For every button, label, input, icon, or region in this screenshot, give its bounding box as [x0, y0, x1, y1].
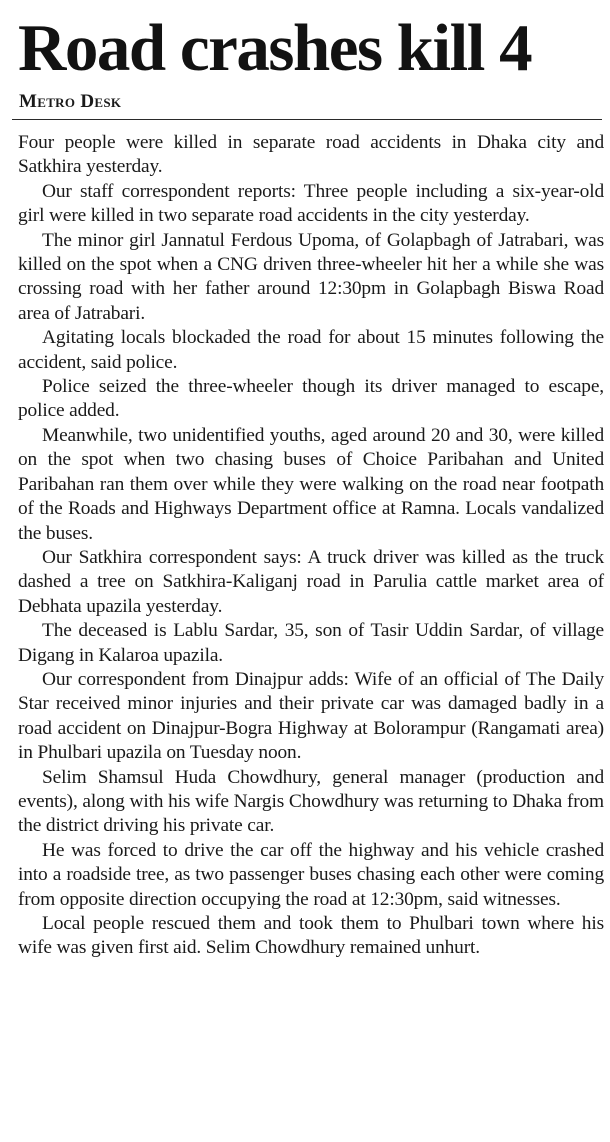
paragraph: Selim Shamsul Huda Chowdhury, general manager (production and events), along with his wife Nargis Chowdhury was returning to Dhaka from the district driving his private car.	[18, 766, 604, 837]
paragraph: Local people rescued them and took them to Phulbari town where his wife was given first aid. Selim Chowdhury remained unhurt.	[18, 913, 604, 959]
paragraph: Four people were killed in separate road accidents in Dhaka city and Satkhira yesterday.	[18, 132, 604, 178]
paragraph: The deceased is Lablu Sardar, 35, son of Tasir Uddin Sardar, of village Digang in Kalaroa upazila.	[18, 620, 604, 666]
byline: Metro Desk	[19, 91, 122, 112]
headline: Road crashes kill 4	[18, 11, 532, 85]
paragraph: Our staff correspondent reports: Three people including a six-year-old girl were killed in two separate road accidents in the city yesterday.	[18, 180, 604, 227]
article-body	[18, 131, 604, 961]
paragraph: Police seized the three-wheeler though its driver managed to escape, police added.	[18, 376, 604, 422]
paragraph: He was forced to drive the car off the highway and his vehicle crashed into a roadside tree, as two passenger buses chasing each other were coming from opposite direction occupying the road at 12:30pm, said witnesses.	[18, 839, 604, 910]
byline-divider	[12, 119, 602, 120]
paragraph: Meanwhile, two unidentified youths, aged around 20 and 30, were killed on the spot when two chasing buses of Choice Paribahan and United Paribahan ran them over while they were walking on the road near footpath of the Roads and Highways Department office at Ramna. Locals vandalized the buses.	[18, 424, 604, 544]
paragraph: Our Satkhira correspondent says: A truck driver was killed as the truck dashed a tree on Satkhira-Kaliganj road in Parulia cattle market area of Debhata upazila yesterday.	[18, 546, 604, 617]
paragraph: The minor girl Jannatul Ferdous Upoma, of Golapbagh of Jatrabari, was killed on the spot when a CNG driven three-wheeler hit her a while she was crossing road with her father around 12:30pm in Golapbagh Biswa Road area of Jatrabari.	[18, 229, 604, 324]
paragraph: Our correspondent from Dinajpur adds: Wife of an official of The Daily Star received minor injuries and their private car was damaged badly in a road accident on Dinajpur-Bogra Highway at Bolorampur (Rangamati area) in Phulbari upazila on Tuesday noon.	[18, 668, 604, 764]
paragraph: Agitating locals blockaded the road for about 15 minutes following the accident, said police.	[18, 327, 604, 373]
